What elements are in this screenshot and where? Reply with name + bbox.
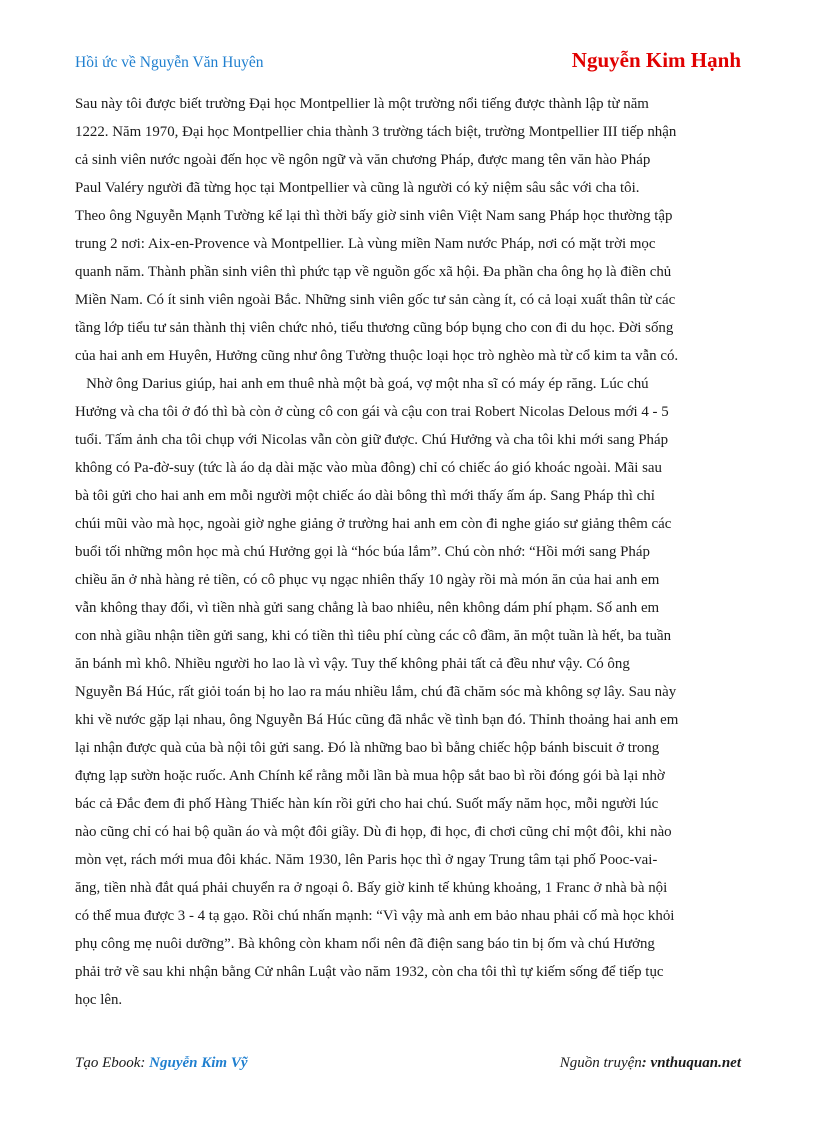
text-line: tầng lớp tiểu tư sản thành thị viên chức nhỏ, tiểu thương cũng bóp bụng cho con đi du học. Đời sống (75, 320, 674, 336)
text-line: phụ công mẹ nuôi dưỡng”. Bà không còn kham nổi nên đã điện sang báo tin bị ốm và chú Hưởng (75, 936, 655, 952)
ebook-separator: : (140, 1055, 150, 1071)
text-line: tuổi. Tấm ảnh cha tôi chụp với Nicolas vẫn còn giữ được. Chú Hưởng và cha tôi khi mới sang Pháp (75, 432, 669, 448)
text-line: ăng, tiền nhà đắt quá phải chuyển ra ở ngoại ô. Bấy giờ kinh tế khủng khoảng, 1 Franc ở nhà bà nội (75, 880, 668, 896)
text-line: của hai anh em Huyên, Hưởng cũng như ông Tường thuộc loại học trò nghèo mà từ cổ kim ta vẫn có. (75, 348, 679, 364)
text-line: không có Pa-đờ-suy (tức là áo dạ dài mặc vào mùa đông) chỉ có chiếc áo gió khoác ngoài. Mãi sau (75, 460, 662, 476)
text-line: Hưởng và cha tôi ở đó thì bà còn ở cùng cô con gái và cậu con trai Robert Nicolas Delous mới 4 - 5 (75, 404, 669, 420)
text-line: mòn vẹt, rách mới mua đôi khác. Năm 1930, lên Paris học thì ở ngay Trung tâm tại phố Pooc-vai- (75, 852, 658, 868)
author-name: Nguyễn Kim Hạnh (571, 48, 741, 72)
text-line: chiều ăn ở nhà hàng rẻ tiền, có cô phục vụ ngạc nhiên thấy 10 ngày rồi mà món ăn của hai anh em (75, 572, 660, 588)
text-line: nào cũng chỉ có hai bộ quần áo và một đôi giầy. Dù đi họp, đi học, đi chơi cũng chỉ một đôi, khi nào (75, 824, 672, 840)
text-line: buổi tối những môn học mà chú Hưởng gọi là “hóc búa lắm”. Chú còn nhớ: “Hồi mới sang Pháp (75, 544, 650, 560)
source-separator: : (641, 1055, 651, 1071)
text-line: vẫn không thay đổi, vì tiền nhà gửi sang chẳng là bao nhiêu, nên không dám phí phạm. Số anh em (75, 600, 660, 616)
source-credit (560, 1055, 741, 1072)
book-title: Hồi ức về Nguyễn Văn Huyên (75, 54, 264, 71)
ebook-label: Tạo Ebook (75, 1055, 141, 1071)
text-line: cả sinh viên nước ngoài đến học về ngôn ngữ và văn chương Pháp, được mang tên văn hào Pháp (75, 152, 651, 168)
ebook-credit (75, 1055, 248, 1072)
text-line: có thể mua được 3 - 4 tạ gạo. Rồi chú nhấn mạnh: “Vì vậy mà anh em bảo nhau phải cố mà học khỏi (75, 908, 675, 924)
ebook-author: Nguyễn Kim Vỹ (149, 1055, 248, 1071)
text-line: trung 2 nơi: Aix-en-Provence và Montpellier. Là vùng miền Nam nước Pháp, nơi có mặt trời mọc (75, 236, 656, 252)
source-label: Nguồn truyện (559, 1055, 642, 1071)
text-line: 1222. Năm 1970, Đại học Montpellier chia thành 3 trường tách biệt, trường Montpellier III tiếp nhận (75, 124, 677, 140)
text-line: đựng lạp sườn hoặc ruốc. Anh Chính kể rằng mỗi lần bà mua hộp sắt bao bì rồi đóng gói bà lại nhờ (75, 768, 665, 784)
text-line: con nhà giầu nhận tiền gửi sang, khi có tiền thì tiêu phí cùng các cô đầm, ăn một tuần là hết, ba tuần (75, 628, 672, 644)
text-line: chúi mũi vào mà học, ngoài giờ nghe giảng ở trường hai anh em còn đi nghe giáo sư giảng thêm các (75, 516, 672, 532)
document-body (75, 90, 743, 1014)
text-line: Theo ông Nguyễn Mạnh Tường kể lại thì thời bấy giờ sinh viên Việt Nam sang Pháp học thường tập (75, 208, 673, 224)
text-line: lại nhận được quà của bà nội tôi gửi sang. Đó là những bao bì bằng chiếc hộp bánh biscuit ở trong (75, 740, 660, 756)
text-line: Paul Valéry người đã từng học tại Montpellier và cũng là người có kỷ niệm sâu sắc với cha tôi. (75, 180, 640, 196)
text-line: học lên. (75, 992, 123, 1008)
page-footer (75, 1055, 741, 1077)
text-line: Nguyễn Bá Húc, rất giỏi toán bị ho lao ra máu nhiều lắm, chú đã chăm sóc mà không sợ lây. Sau này (75, 684, 677, 700)
paragraph (75, 90, 743, 370)
page-header (75, 48, 741, 78)
text-line: bà tôi gửi cho hai anh em mỗi người một chiếc áo dài bông thì mới thấy ấm áp. Sang Pháp thì chỉ (75, 488, 655, 504)
text-line: bác cả Đắc đem đi phố Hàng Thiếc hàn kín rồi gửi cho hai chú. Suốt mấy năm học, mỗi người lúc (75, 796, 659, 812)
text-line: Sau này tôi được biết trường Đại học Montpellier là một trường nổi tiếng được thành lập từ năm (75, 96, 649, 112)
text-line: quanh năm. Thành phần sinh viên thì phức tạp về nguồn gốc xã hội. Đa phần cha ông họ là điền chủ (75, 264, 672, 280)
source-site: vnthuquan.net (650, 1055, 741, 1071)
text-line: Miền Nam. Có ít sinh viên ngoài Bắc. Những sinh viên gốc tư sản càng ít, có cả loại xuất thân từ các (75, 292, 676, 308)
text-line: ăn bánh mì khô. Nhiều người ho lao là vì vậy. Tuy thế không phải tất cả đều như vậy. Có ông (75, 656, 630, 672)
text-line: Nhờ ông Darius giúp, hai anh em thuê nhà một bà goá, vợ một nha sĩ có máy ép răng. Lúc chú (75, 376, 649, 392)
text-line: khi về nước gặp lại nhau, ông Nguyễn Bá Húc cũng đã nhắc về tình bạn đó. Thỉnh thoảng hai anh em (75, 712, 679, 728)
paragraph (75, 370, 743, 1014)
text-line: phải trở về sau khi nhận bằng Cử nhân Luật vào năm 1932, còn cha tôi thì tự kiếm sống để tiếp tục (75, 964, 664, 980)
